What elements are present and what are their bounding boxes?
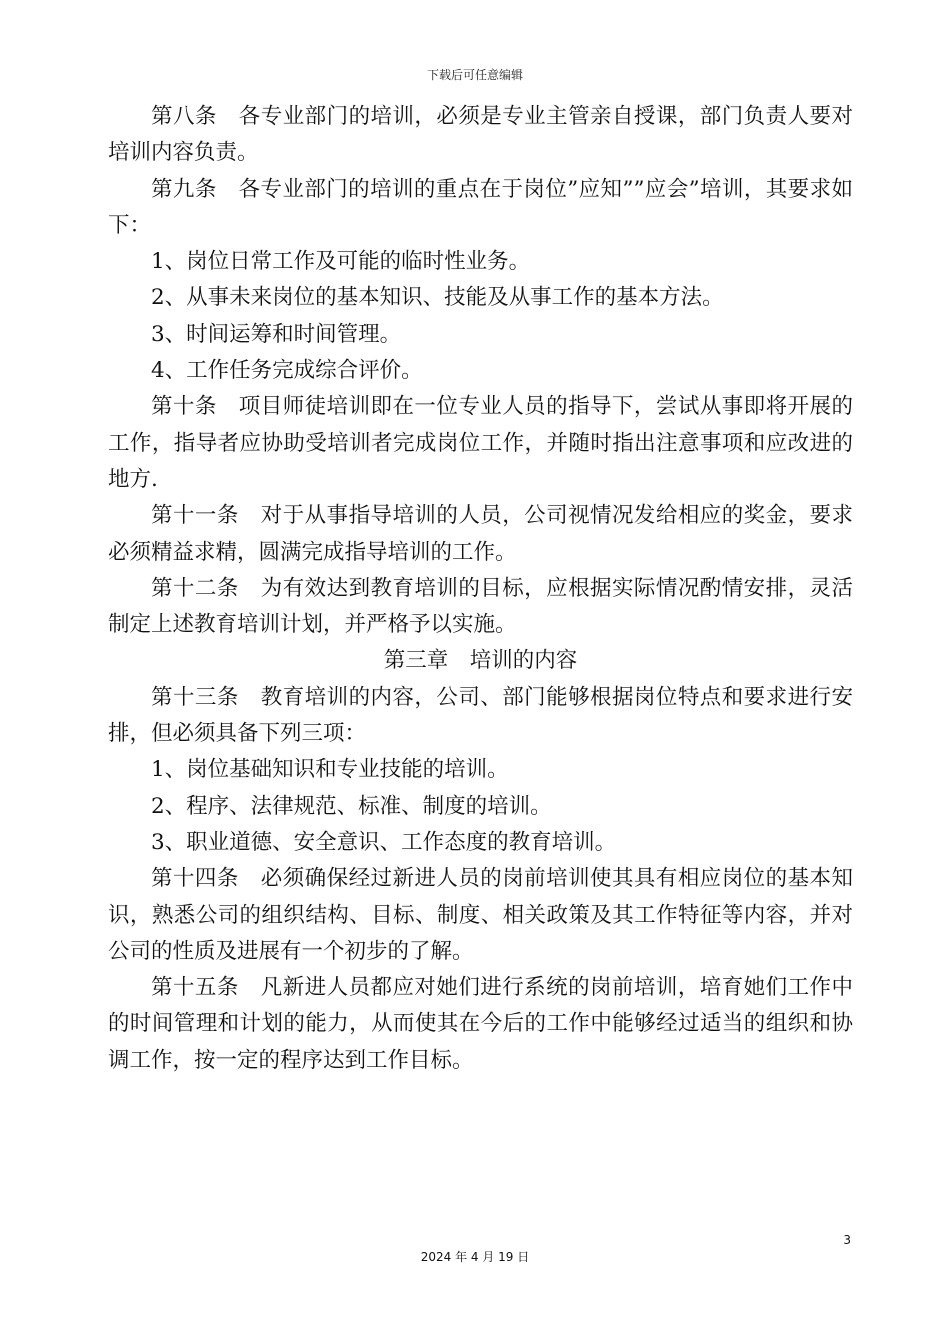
page-date: 2024 年 4 月 19 日: [420, 1250, 530, 1264]
article-10: [108, 389, 853, 498]
article-text: 必须确保经过新进人员的岗前培训使其具有相应岗位的基本知识，熟悉公司的组织结构、目标、制度、相关政策及其工作特征等内容，并对公司的性质及进展有一个初步的了解。: [108, 866, 853, 964]
article-8: [108, 99, 853, 172]
article-15: [108, 970, 853, 1079]
article-label: 第十三条: [151, 684, 239, 710]
article-label: 第十四条: [151, 866, 239, 892]
article-13: [108, 680, 853, 753]
article-label: 第九条: [151, 176, 217, 202]
article-label: 第八条: [151, 104, 217, 129]
article-text: 项目师徒培训即在一位专业人员的指导下，尝试从事即将开展的工作，指导者应协助受培训者完成岗位工作，并随时指出注意事项和应改进的地方.: [108, 394, 853, 492]
list-item: 4、工作任务完成综合评价。: [151, 358, 423, 384]
article-text: 对于从事指导培训的人员，公司视情况发给相应的奖金，要求必须精益求精，圆满完成指导培训的工作。: [108, 503, 853, 565]
list-item: 2、程序、法律规范、标准、制度的培训。: [151, 793, 552, 819]
article-label: 第十一条: [151, 503, 239, 529]
page-number: 3: [843, 1233, 851, 1247]
article-11: [108, 498, 853, 571]
article-label: 第十五条: [151, 975, 239, 1001]
list-item: 3、时间运筹和时间管理。: [151, 321, 402, 347]
article-12: [108, 571, 853, 644]
chapter-heading: [108, 643, 853, 679]
list-item: 2、从事未来岗位的基本知识、技能及从事工作的基本方法。: [151, 285, 724, 311]
article-text: 各专业部门的培训，必须是专业主管亲自授课，部门负责人要对培训内容负责。: [108, 104, 853, 166]
article-14: [108, 861, 853, 970]
list-item: 1、岗位基础知识和专业技能的培训。: [151, 757, 509, 783]
article-text: 教育培训的内容，公司、部门能够根据岗位特点和要求进行安排，但必须具备下列三项：: [108, 684, 853, 747]
article-label: 第十条: [151, 394, 217, 420]
article-label: 第十二条: [151, 575, 239, 601]
article-text: 各专业部门的培训的重点在于岗位”应知””应会”培训，其要求如下：: [108, 176, 853, 238]
document-body: [108, 99, 853, 1079]
list-item: 1、岗位日常工作及可能的临时性业务。: [151, 249, 531, 275]
chapter-number: 第三章: [383, 648, 449, 674]
list-item: 3、职业道德、安全意识、工作态度的教育培训。: [151, 829, 617, 855]
article-text: 凡新进人员都应对她们进行系统的岗前培训，培育她们工作中的时间管理和计划的能力，从而使其在今后的工作中能够经过适当的组织和协调工作，按一定的程序达到工作目标。: [108, 975, 853, 1073]
chapter-title: 培训的内容: [469, 648, 578, 674]
page-header: 下载后可任意编辑: [426, 68, 523, 82]
article-text: 为有效达到教育培训的目标，应根据实际情况酌情安排，灵活制定上述教育培训计划，并严格予以实施。: [108, 575, 853, 638]
article-9: [108, 172, 853, 245]
